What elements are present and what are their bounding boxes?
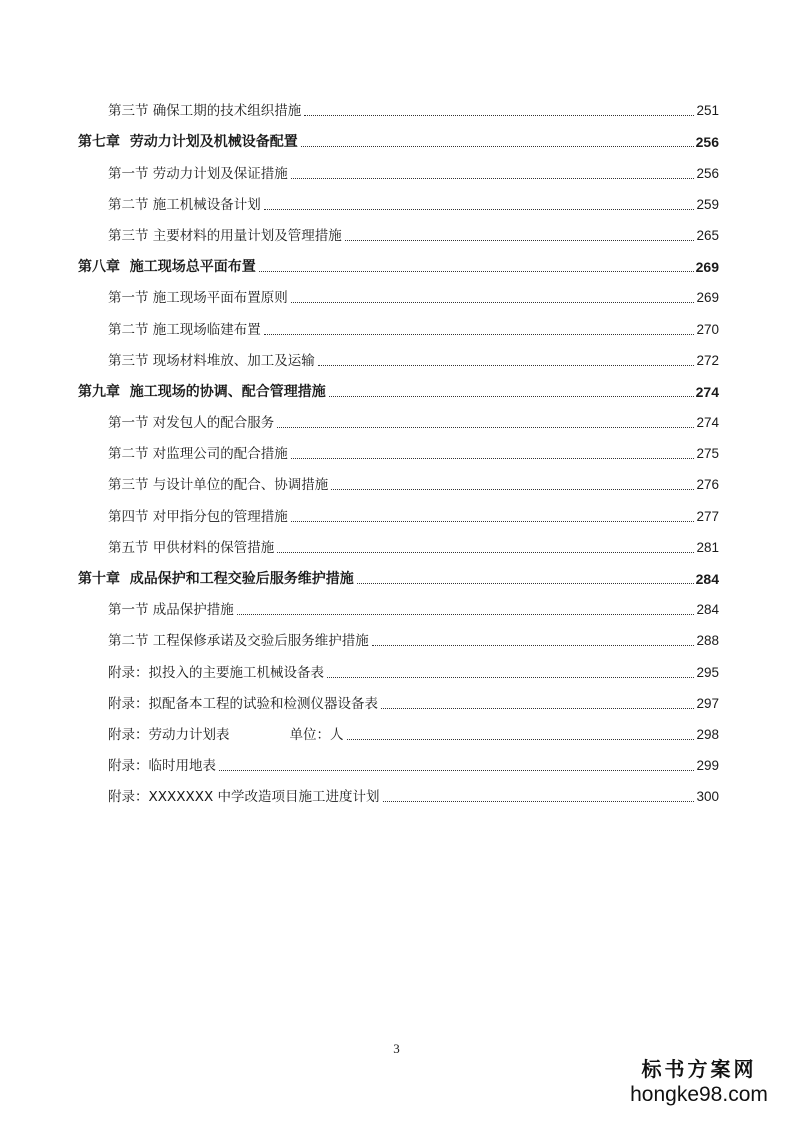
dot-leader bbox=[372, 645, 695, 646]
dot-leader bbox=[357, 583, 694, 584]
dot-leader bbox=[291, 521, 695, 522]
dot-leader bbox=[347, 739, 695, 740]
dot-leader bbox=[291, 302, 695, 303]
dot-leader bbox=[219, 770, 694, 771]
toc-entry-page: 277 bbox=[696, 508, 719, 524]
toc-entry-title: 第一节 劳动力计划及保证措施 bbox=[108, 165, 288, 182]
toc-entry-page: 298 bbox=[696, 726, 719, 742]
toc-chapter-title: 第九章 施工现场的协调、配合管理措施 bbox=[78, 383, 326, 400]
toc-entry[interactable] bbox=[78, 775, 719, 806]
toc-entry-title: 附录：拟投入的主要施工机械设备表 bbox=[108, 664, 324, 681]
dot-leader bbox=[318, 365, 695, 366]
dot-leader bbox=[264, 334, 695, 335]
toc-entry-page: 288 bbox=[696, 633, 719, 649]
toc-entry-page: 272 bbox=[696, 352, 719, 368]
toc-entry-title: 第一节 对发包人的配合服务 bbox=[108, 415, 275, 432]
dot-leader bbox=[331, 489, 694, 490]
toc-entry-page: 299 bbox=[696, 758, 719, 774]
toc-entry[interactable] bbox=[78, 650, 719, 681]
toc-entry-page: 275 bbox=[696, 446, 719, 462]
toc-entry[interactable] bbox=[78, 339, 719, 370]
dot-leader bbox=[383, 801, 695, 802]
toc-entry-page: 295 bbox=[696, 664, 719, 680]
toc-entry[interactable] bbox=[78, 151, 719, 182]
watermark-text-cn: 标书方案网 bbox=[641, 1057, 757, 1081]
toc-chapter-title: 第七章 劳动力计划及机械设备配置 bbox=[78, 134, 298, 151]
toc-entry-title: 第一节 施工现场平面布置原则 bbox=[108, 290, 288, 307]
toc-entry[interactable] bbox=[78, 214, 719, 245]
toc-entry-page: 265 bbox=[696, 227, 719, 243]
toc-entry-title: 第三节 主要材料的用量计划及管理措施 bbox=[108, 227, 342, 244]
dot-leader bbox=[291, 178, 695, 179]
dot-leader bbox=[381, 708, 694, 709]
dot-leader bbox=[327, 677, 694, 678]
toc-entry-title: 第二节 施工现场临建布置 bbox=[108, 321, 261, 338]
dot-leader bbox=[264, 209, 695, 210]
toc-entry[interactable] bbox=[78, 401, 719, 432]
toc-entry-page: 251 bbox=[696, 103, 719, 119]
toc-entry[interactable] bbox=[78, 619, 719, 650]
dot-leader bbox=[304, 115, 694, 116]
toc-entry-page: 284 bbox=[696, 602, 719, 618]
toc-entry-title: 附录：劳动力计划表 bbox=[108, 726, 230, 743]
dot-leader bbox=[291, 458, 695, 459]
toc-entry-title: 第二节 施工机械设备计划 bbox=[108, 196, 261, 213]
toc-chapter-page: 269 bbox=[695, 259, 719, 276]
toc-entry-page: 259 bbox=[696, 196, 719, 212]
toc-entry[interactable] bbox=[78, 183, 719, 214]
toc-entry[interactable] bbox=[78, 432, 719, 463]
toc-chapter[interactable] bbox=[78, 557, 719, 588]
toc-entry[interactable] bbox=[78, 682, 719, 713]
toc-entry-page: 281 bbox=[696, 539, 719, 555]
toc-chapter-page: 256 bbox=[695, 134, 719, 151]
dot-leader bbox=[277, 427, 694, 428]
toc-entry-page: 256 bbox=[696, 165, 719, 181]
toc-entry-title: 第二节 对监理公司的配合措施 bbox=[108, 446, 288, 463]
toc-entry-title: 第三节 与设计单位的配合、协调措施 bbox=[108, 477, 329, 494]
toc-chapter-page: 274 bbox=[695, 383, 719, 400]
toc-entry-page: 270 bbox=[696, 321, 719, 337]
table-of-contents bbox=[78, 89, 719, 806]
dot-leader bbox=[277, 552, 694, 553]
dot-leader bbox=[329, 396, 694, 397]
toc-entry-unit: 单位：人 bbox=[289, 726, 344, 743]
toc-entry-title: 附录：临时用地表 bbox=[108, 758, 216, 775]
toc-entry-page: 274 bbox=[696, 415, 719, 431]
toc-entry-page: 297 bbox=[696, 695, 719, 711]
dot-leader bbox=[259, 271, 694, 272]
toc-entry-title: 第一节 成品保护措施 bbox=[108, 602, 234, 619]
toc-chapter-title: 第八章 施工现场总平面布置 bbox=[78, 259, 256, 276]
toc-chapter[interactable] bbox=[78, 370, 719, 401]
toc-entry-title: 第四节 对甲指分包的管理措施 bbox=[108, 508, 288, 525]
watermark-text-en: hongke98.com bbox=[630, 1083, 768, 1106]
toc-entry[interactable] bbox=[78, 713, 719, 744]
toc-entry[interactable] bbox=[78, 307, 719, 338]
page-number: 3 bbox=[393, 1041, 400, 1056]
toc-entry-title: 第二节 工程保修承诺及交验后服务维护措施 bbox=[108, 633, 369, 650]
toc-entry-title: 附录：XXXXXXX 中学改造项目施工进度计划 bbox=[108, 789, 380, 806]
dot-leader bbox=[237, 614, 695, 615]
toc-chapter[interactable] bbox=[78, 120, 719, 151]
toc-entry-title: 附录：拟配备本工程的试验和检测仪器设备表 bbox=[108, 695, 378, 712]
toc-entry[interactable] bbox=[78, 276, 719, 307]
toc-entry[interactable] bbox=[78, 463, 719, 494]
toc-entry[interactable] bbox=[78, 494, 719, 525]
toc-chapter-title: 第十章 成品保护和工程交验后服务维护措施 bbox=[78, 571, 354, 587]
site-watermark-logo bbox=[619, 1056, 779, 1108]
toc-entry[interactable] bbox=[78, 588, 719, 619]
toc-entry[interactable] bbox=[78, 744, 719, 775]
toc-entry-page: 300 bbox=[696, 789, 719, 805]
toc-entry-title: 第三节 现场材料堆放、加工及运输 bbox=[108, 352, 315, 369]
toc-chapter[interactable] bbox=[78, 245, 719, 276]
toc-entry-title: 第三节 确保工期的技术组织措施 bbox=[108, 103, 302, 120]
toc-entry-title: 第五节 甲供材料的保管措施 bbox=[108, 539, 275, 556]
dot-leader bbox=[345, 240, 695, 241]
dot-leader bbox=[301, 146, 694, 147]
toc-entry-page: 276 bbox=[696, 477, 719, 493]
toc-entry[interactable] bbox=[78, 526, 719, 557]
toc-entry[interactable] bbox=[78, 89, 719, 120]
toc-chapter-page: 284 bbox=[695, 571, 719, 587]
toc-entry-page: 269 bbox=[696, 290, 719, 306]
